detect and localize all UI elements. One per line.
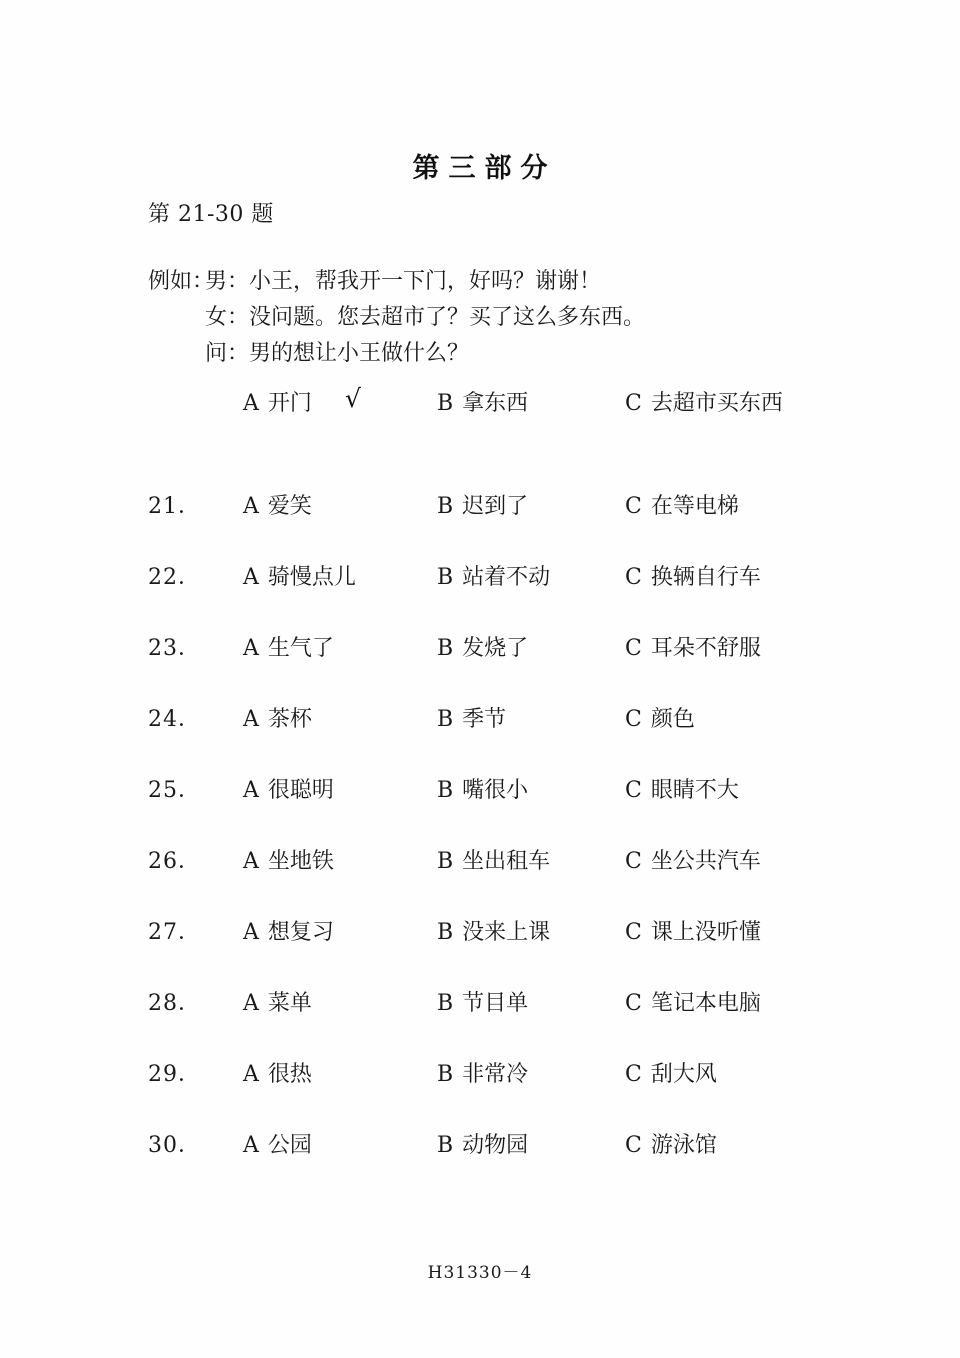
- question-row: [148, 1057, 908, 1128]
- question-option-a[interactable]: [243, 1128, 312, 1159]
- option-letter: A: [243, 565, 259, 590]
- option-letter: B: [437, 991, 454, 1016]
- question-number: 27．: [148, 920, 201, 945]
- option-text: 季节: [462, 707, 507, 732]
- question-option-b[interactable]: [437, 1057, 528, 1088]
- option-letter: B: [437, 636, 454, 661]
- option-text: 站着不动: [462, 565, 551, 590]
- option-letter: A: [243, 1062, 259, 1087]
- option-letter: C: [625, 849, 642, 874]
- page-footer: H31330－4: [427, 1263, 533, 1283]
- example-question-text: 男的想让小王做什么？: [249, 341, 470, 366]
- option-text: 坐出租车: [462, 849, 551, 874]
- question-range-label: 第 21-30 题: [148, 202, 274, 227]
- question-option-c[interactable]: [625, 702, 695, 733]
- option-text: 刮大风: [650, 1062, 717, 1087]
- example-lead-label: 例如：: [148, 269, 215, 294]
- question-option-b[interactable]: [437, 773, 528, 804]
- page-title: 第三部分: [412, 153, 557, 184]
- option-letter: C: [625, 1133, 642, 1158]
- option-letter: B: [437, 494, 454, 519]
- question-option-b[interactable]: [437, 702, 506, 733]
- question-option-c[interactable]: [625, 631, 761, 662]
- question-option-c[interactable]: [625, 915, 761, 946]
- question-option-a[interactable]: [243, 560, 356, 591]
- option-letter: C: [625, 565, 642, 590]
- option-text: 节目单: [462, 991, 529, 1016]
- question-option-a[interactable]: [243, 702, 312, 733]
- option-text: 想复习: [267, 920, 334, 945]
- checkmark-icon: √: [345, 384, 361, 413]
- example-speaker: 女：: [205, 305, 250, 330]
- option-text: 开门: [267, 391, 312, 416]
- option-letter: C: [625, 778, 642, 803]
- question-option-c[interactable]: [625, 986, 761, 1017]
- example-line: [148, 300, 908, 336]
- example-dialogue-text: 没问题。您去超市了？买了这么多东西。: [249, 305, 646, 330]
- question-option-c[interactable]: [625, 1128, 717, 1159]
- question-option-b[interactable]: [437, 631, 528, 662]
- option-text: 坐公共汽车: [650, 849, 761, 874]
- option-letter: C: [625, 920, 642, 945]
- question-option-c[interactable]: [625, 560, 761, 591]
- option-letter: B: [437, 920, 454, 945]
- option-text: 嘴很小: [462, 778, 529, 803]
- question-row: [148, 773, 908, 844]
- question-option-b[interactable]: [437, 560, 550, 591]
- question-option-c[interactable]: [625, 773, 739, 804]
- option-letter: C: [625, 636, 642, 661]
- option-text: 很聪明: [267, 778, 334, 803]
- option-letter: C: [625, 707, 642, 732]
- example-speaker: 问：: [205, 341, 250, 366]
- option-text: 拿东西: [462, 391, 529, 416]
- example-line: [148, 336, 908, 372]
- question-option-b[interactable]: [437, 1128, 528, 1159]
- option-letter: B: [437, 391, 454, 416]
- example-line: [148, 264, 908, 300]
- option-text: 非常冷: [462, 1062, 529, 1087]
- option-letter: B: [437, 1062, 454, 1087]
- option-letter: A: [243, 778, 259, 803]
- question-number: 25．: [148, 778, 201, 803]
- question-option-c[interactable]: [625, 1057, 717, 1088]
- option-letter: A: [243, 391, 259, 416]
- option-text: 爱笑: [267, 494, 312, 519]
- option-text: 公园: [267, 1133, 312, 1158]
- option-letter: C: [625, 391, 642, 416]
- option-text: 菜单: [267, 991, 312, 1016]
- question-option-b[interactable]: [437, 986, 528, 1017]
- example-option-b[interactable]: [437, 386, 528, 417]
- question-number: 29．: [148, 1062, 201, 1087]
- option-letter: A: [243, 636, 259, 661]
- question-option-a[interactable]: [243, 915, 334, 946]
- question-number: 22．: [148, 565, 201, 590]
- option-letter: B: [437, 565, 454, 590]
- option-text: 换辆自行车: [650, 565, 761, 590]
- option-letter: B: [437, 707, 454, 732]
- option-letter: C: [625, 494, 642, 519]
- question-row: [148, 844, 908, 915]
- question-row: [148, 489, 908, 560]
- question-row: [148, 631, 908, 702]
- question-list: [148, 489, 908, 1199]
- example-block: [148, 264, 908, 426]
- question-option-a[interactable]: [243, 1057, 312, 1088]
- option-letter: A: [243, 707, 259, 732]
- question-number: 28．: [148, 991, 201, 1016]
- question-number: 26．: [148, 849, 201, 874]
- option-letter: A: [243, 849, 259, 874]
- option-text: 动物园: [462, 1133, 529, 1158]
- option-text: 颜色: [650, 707, 695, 732]
- question-number: 23．: [148, 636, 201, 661]
- option-text: 耳朵不舒服: [650, 636, 761, 661]
- question-row: [148, 1128, 908, 1199]
- question-row: [148, 915, 908, 986]
- option-letter: C: [625, 991, 642, 1016]
- example-dialogue-text: 小王，帮我开一下门，好吗？谢谢！: [249, 269, 602, 294]
- question-row: [148, 560, 908, 631]
- option-letter: A: [243, 1133, 259, 1158]
- option-letter: A: [243, 991, 259, 1016]
- example-option-a[interactable]: [243, 386, 312, 417]
- question-option-c[interactable]: [625, 844, 761, 875]
- option-text: 笔记本电脑: [650, 991, 761, 1016]
- question-option-b[interactable]: [437, 844, 550, 875]
- question-option-b[interactable]: [437, 915, 550, 946]
- question-number: 21．: [148, 494, 201, 519]
- option-text: 发烧了: [462, 636, 529, 661]
- example-speaker: 男：: [205, 269, 250, 294]
- option-text: 迟到了: [462, 494, 529, 519]
- option-letter: B: [437, 849, 454, 874]
- option-text: 骑慢点儿: [267, 565, 356, 590]
- example-option-row: [148, 386, 908, 426]
- option-text: 去超市买东西: [650, 391, 783, 416]
- question-option-a[interactable]: [243, 986, 312, 1017]
- question-option-a[interactable]: [243, 844, 334, 875]
- option-text: 游泳馆: [650, 1133, 717, 1158]
- question-option-b[interactable]: [437, 489, 528, 520]
- option-text: 很热: [267, 1062, 312, 1087]
- option-text: 坐地铁: [267, 849, 334, 874]
- question-option-a[interactable]: [243, 631, 334, 662]
- question-number: 30．: [148, 1133, 201, 1158]
- question-row: [148, 702, 908, 773]
- option-letter: C: [625, 1062, 642, 1087]
- option-text: 没来上课: [462, 920, 551, 945]
- option-text: 在等电梯: [650, 494, 739, 519]
- option-letter: A: [243, 494, 259, 519]
- option-text: 茶杯: [267, 707, 312, 732]
- example-option-c[interactable]: [625, 386, 783, 417]
- option-letter: A: [243, 920, 259, 945]
- option-text: 生气了: [267, 636, 334, 661]
- option-letter: B: [437, 778, 454, 803]
- question-option-a[interactable]: [243, 489, 312, 520]
- question-row: [148, 986, 908, 1057]
- question-number: 24．: [148, 707, 201, 732]
- question-option-c[interactable]: [625, 489, 739, 520]
- question-option-a[interactable]: [243, 773, 334, 804]
- option-letter: B: [437, 1133, 454, 1158]
- option-text: 课上没听懂: [650, 920, 761, 945]
- option-text: 眼睛不大: [650, 778, 739, 803]
